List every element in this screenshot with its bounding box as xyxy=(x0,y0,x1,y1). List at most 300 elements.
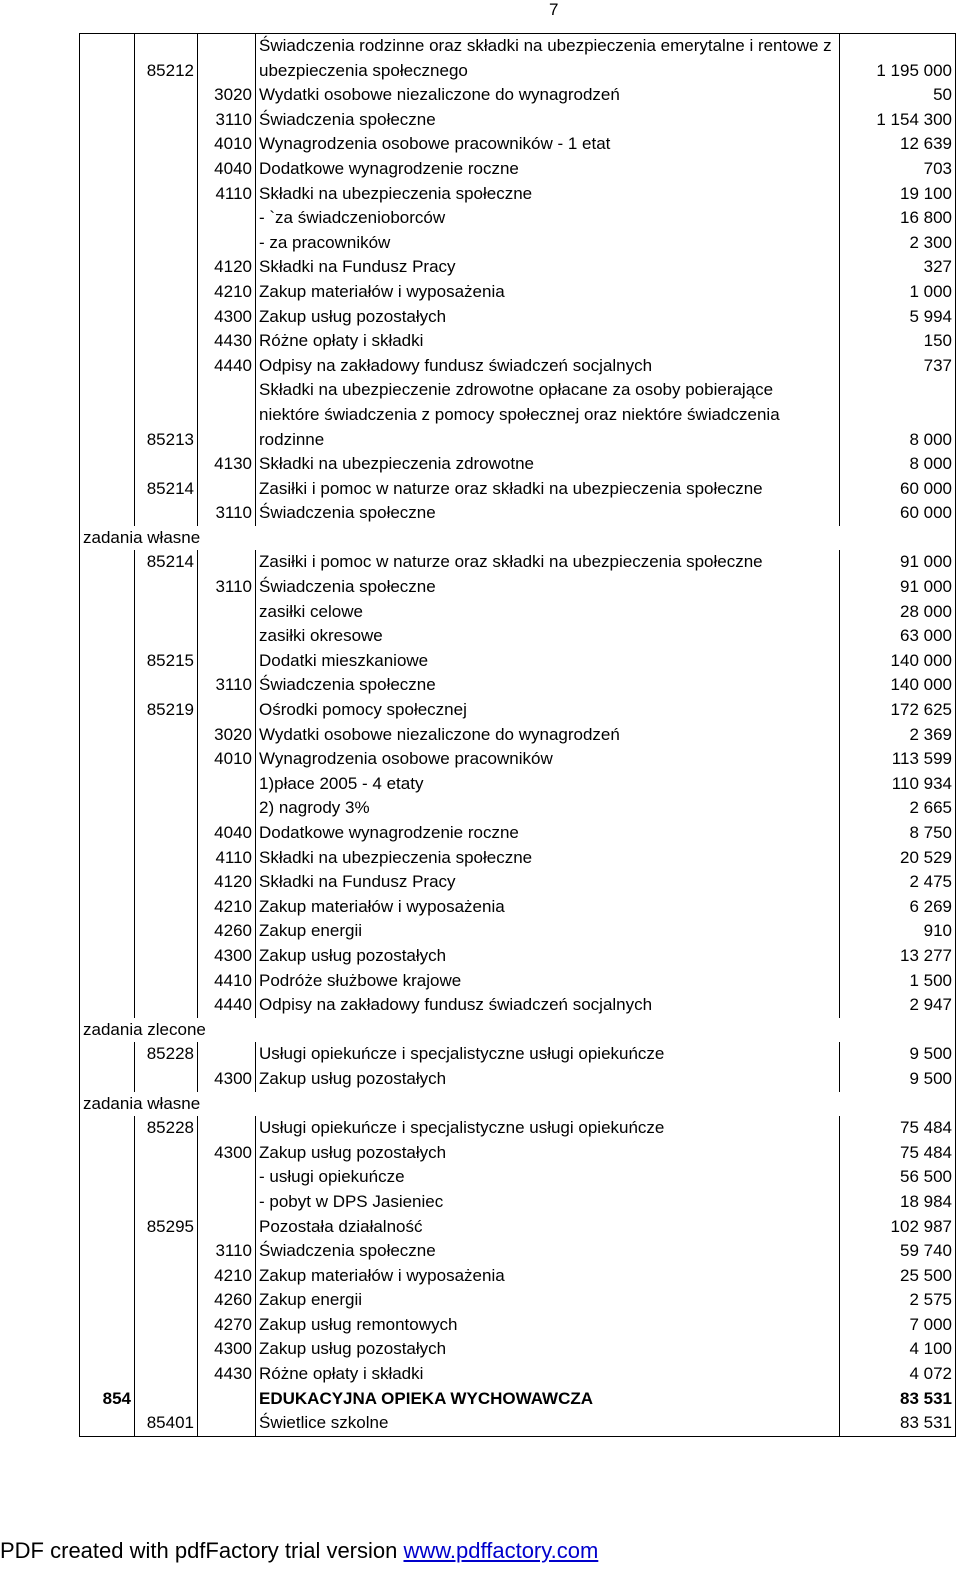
description-cell: Zakup usług pozostałych xyxy=(256,305,840,330)
dzial-cell xyxy=(80,477,135,502)
paragraf-cell: 4430 xyxy=(198,329,256,354)
description-cell: Składki na ubezpieczenie zdrowotne opłacane za osoby pobierające niektóre świadczenia z pomocy społecznej oraz niektóre świadczenia rodzinne xyxy=(256,378,840,452)
dzial-cell xyxy=(80,747,135,772)
dzial-cell xyxy=(80,132,135,157)
paragraf-cell: 4260 xyxy=(198,919,256,944)
dzial-cell xyxy=(80,1067,135,1092)
table-row xyxy=(80,993,956,1018)
dzial-cell xyxy=(80,772,135,797)
rozdzial-cell xyxy=(135,1337,198,1362)
description-cell: Zasiłki i pomoc w naturze oraz składki na ubezpieczenia społeczne xyxy=(256,550,840,575)
description-cell: Zakup energii xyxy=(256,919,840,944)
section-label-row xyxy=(80,1092,956,1117)
description-cell: Usługi opiekuńcze i specjalistyczne usługi opiekuńcze xyxy=(256,1042,840,1067)
amount-cell: 2 575 xyxy=(840,1288,956,1313)
rozdzial-cell: 85214 xyxy=(135,550,198,575)
paragraf-cell: 4210 xyxy=(198,895,256,920)
paragraf-cell: 3020 xyxy=(198,723,256,748)
amount-cell: 83 531 xyxy=(840,1387,956,1412)
rozdzial-cell xyxy=(135,993,198,1018)
description-cell: Odpisy na zakładowy fundusz świadczeń socjalnych xyxy=(256,354,840,379)
amount-cell: 4 100 xyxy=(840,1337,956,1362)
dzial-cell xyxy=(80,821,135,846)
amount-cell: 113 599 xyxy=(840,747,956,772)
description-cell: Podróże służbowe krajowe xyxy=(256,969,840,994)
description-cell: Świadczenia społeczne xyxy=(256,1239,840,1264)
budget-table-body xyxy=(80,34,956,1437)
paragraf-cell: 4440 xyxy=(198,354,256,379)
rozdzial-cell xyxy=(135,969,198,994)
amount-cell: 83 531 xyxy=(840,1411,956,1436)
table-row xyxy=(80,649,956,674)
rozdzial-cell xyxy=(135,305,198,330)
description-cell: Odpisy na zakładowy fundusz świadczeń socjalnych xyxy=(256,993,840,1018)
table-row xyxy=(80,501,956,526)
table-row xyxy=(80,1288,956,1313)
rozdzial-cell xyxy=(135,600,198,625)
dzial-cell xyxy=(80,1215,135,1240)
amount-cell: 150 xyxy=(840,329,956,354)
description-cell: Zakup materiałów i wyposażenia xyxy=(256,280,840,305)
rozdzial-cell xyxy=(135,108,198,133)
section-label: zadania zlecone xyxy=(80,1018,956,1043)
dzial-cell xyxy=(80,1165,135,1190)
table-row xyxy=(80,870,956,895)
rozdzial-cell xyxy=(135,354,198,379)
table-row xyxy=(80,1313,956,1338)
rozdzial-cell xyxy=(135,452,198,477)
rozdzial-cell xyxy=(135,1288,198,1313)
paragraf-cell xyxy=(198,477,256,502)
description-cell: Usługi opiekuńcze i specjalistyczne usługi opiekuńcze xyxy=(256,1116,840,1141)
table-row xyxy=(80,944,956,969)
page-number: 7 xyxy=(549,0,559,19)
dzial-cell xyxy=(80,600,135,625)
section-label: zadania własne xyxy=(80,526,956,551)
table-row xyxy=(80,305,956,330)
rozdzial-cell xyxy=(135,895,198,920)
paragraf-cell: 4040 xyxy=(198,821,256,846)
dzial-cell xyxy=(80,919,135,944)
dzial-cell xyxy=(80,34,135,84)
table-row xyxy=(80,1042,956,1067)
rozdzial-cell xyxy=(135,255,198,280)
rozdzial-cell xyxy=(135,1387,198,1412)
paragraf-cell xyxy=(198,34,256,84)
paragraf-cell xyxy=(198,1190,256,1215)
amount-cell: 2 665 xyxy=(840,796,956,821)
paragraf-cell: 4010 xyxy=(198,747,256,772)
amount-cell: 7 000 xyxy=(840,1313,956,1338)
table-row xyxy=(80,600,956,625)
table-row xyxy=(80,132,956,157)
description-cell: Świadczenia społeczne xyxy=(256,673,840,698)
paragraf-cell: 4260 xyxy=(198,1288,256,1313)
amount-cell: 110 934 xyxy=(840,772,956,797)
rozdzial-cell xyxy=(135,772,198,797)
table-row xyxy=(80,157,956,182)
paragraf-cell xyxy=(198,1215,256,1240)
description-cell: Zakup materiałów i wyposażenia xyxy=(256,1264,840,1289)
section-label-row xyxy=(80,1018,956,1043)
dzial-cell xyxy=(80,329,135,354)
description-cell: - za pracowników xyxy=(256,231,840,256)
table-row xyxy=(80,698,956,723)
table-row xyxy=(80,83,956,108)
table-row xyxy=(80,1141,956,1166)
paragraf-cell: 4300 xyxy=(198,944,256,969)
description-cell: 1)płace 2005 - 4 etaty xyxy=(256,772,840,797)
table-row xyxy=(80,108,956,133)
paragraf-cell: 4300 xyxy=(198,1067,256,1092)
amount-cell: 12 639 xyxy=(840,132,956,157)
dzial-cell xyxy=(80,969,135,994)
paragraf-cell xyxy=(198,1165,256,1190)
paragraf-cell xyxy=(198,772,256,797)
amount-cell: 8 000 xyxy=(840,378,956,452)
dzial-cell xyxy=(80,1190,135,1215)
table-row xyxy=(80,206,956,231)
amount-cell: 20 529 xyxy=(840,846,956,871)
rozdzial-cell: 85295 xyxy=(135,1215,198,1240)
description-cell: Zakup usług pozostałych xyxy=(256,1067,840,1092)
dzial-cell xyxy=(80,1288,135,1313)
paragraf-cell: 4440 xyxy=(198,993,256,1018)
rozdzial-cell: 85215 xyxy=(135,649,198,674)
paragraf-cell xyxy=(198,649,256,674)
paragraf-cell: 4010 xyxy=(198,132,256,157)
amount-cell: 60 000 xyxy=(840,477,956,502)
amount-cell: 75 484 xyxy=(840,1141,956,1166)
dzial-cell xyxy=(80,108,135,133)
rozdzial-cell xyxy=(135,182,198,207)
description-cell: Zakup usług pozostałych xyxy=(256,1337,840,1362)
amount-cell: 56 500 xyxy=(840,1165,956,1190)
rozdzial-cell xyxy=(135,723,198,748)
paragraf-cell: 4210 xyxy=(198,280,256,305)
rozdzial-cell xyxy=(135,673,198,698)
paragraf-cell xyxy=(198,1411,256,1436)
rozdzial-cell xyxy=(135,624,198,649)
amount-cell: 50 xyxy=(840,83,956,108)
dzial-cell xyxy=(80,452,135,477)
dzial-cell xyxy=(80,206,135,231)
dzial-cell xyxy=(80,231,135,256)
table-row xyxy=(80,1067,956,1092)
dzial-cell xyxy=(80,255,135,280)
table-row xyxy=(80,1215,956,1240)
dzial-cell xyxy=(80,550,135,575)
rozdzial-cell: 85228 xyxy=(135,1116,198,1141)
rozdzial-cell xyxy=(135,919,198,944)
description-cell: Świadczenia społeczne xyxy=(256,501,840,526)
paragraf-cell xyxy=(198,796,256,821)
dzial-cell xyxy=(80,698,135,723)
amount-cell: 25 500 xyxy=(840,1264,956,1289)
paragraf-cell: 4270 xyxy=(198,1313,256,1338)
paragraf-cell: 4130 xyxy=(198,452,256,477)
dzial-cell xyxy=(80,378,135,452)
paragraf-cell xyxy=(198,624,256,649)
rozdzial-cell xyxy=(135,280,198,305)
pdf-footer xyxy=(0,1537,598,1565)
dzial-cell xyxy=(80,1411,135,1436)
table-row xyxy=(80,34,956,84)
table-row xyxy=(80,477,956,502)
paragraf-cell: 4110 xyxy=(198,846,256,871)
amount-cell: 19 100 xyxy=(840,182,956,207)
table-row xyxy=(80,1116,956,1141)
description-cell: Składki na ubezpieczenia zdrowotne xyxy=(256,452,840,477)
paragraf-cell xyxy=(198,231,256,256)
table-row xyxy=(80,1411,956,1436)
paragraf-cell xyxy=(198,698,256,723)
description-cell: Świadczenia rodzinne oraz składki na ubezpieczenia emerytalne i rentowe z ubezpieczenia społecznego xyxy=(256,34,840,84)
paragraf-cell: 4210 xyxy=(198,1264,256,1289)
description-cell: Świadczenia społeczne xyxy=(256,575,840,600)
table-row xyxy=(80,550,956,575)
paragraf-cell xyxy=(198,1387,256,1412)
amount-cell: 2 475 xyxy=(840,870,956,895)
amount-cell: 140 000 xyxy=(840,673,956,698)
paragraf-cell: 4120 xyxy=(198,870,256,895)
amount-cell: 1 500 xyxy=(840,969,956,994)
description-cell: Zakup usług pozostałych xyxy=(256,944,840,969)
description-cell: Zakup materiałów i wyposażenia xyxy=(256,895,840,920)
description-cell: 2) nagrody 3% xyxy=(256,796,840,821)
rozdzial-cell xyxy=(135,1190,198,1215)
dzial-cell xyxy=(80,649,135,674)
paragraf-cell xyxy=(198,378,256,452)
table-row xyxy=(80,1165,956,1190)
rozdzial-cell xyxy=(135,206,198,231)
rozdzial-cell xyxy=(135,1239,198,1264)
footer-link[interactable]: www.pdffactory.com xyxy=(403,1538,599,1563)
rozdzial-cell: 85214 xyxy=(135,477,198,502)
paragraf-cell: 4300 xyxy=(198,305,256,330)
table-row xyxy=(80,182,956,207)
paragraf-cell xyxy=(198,1042,256,1067)
table-row xyxy=(80,772,956,797)
description-cell: Ośrodki pomocy społecznej xyxy=(256,698,840,723)
dzial-cell xyxy=(80,846,135,871)
amount-cell: 63 000 xyxy=(840,624,956,649)
dzial-cell xyxy=(80,157,135,182)
paragraf-cell: 3020 xyxy=(198,83,256,108)
section-label-row xyxy=(80,526,956,551)
table-row xyxy=(80,378,956,452)
table-row xyxy=(80,895,956,920)
dzial-cell xyxy=(80,1141,135,1166)
table-row xyxy=(80,723,956,748)
amount-cell: 9 500 xyxy=(840,1067,956,1092)
description-cell: Wydatki osobowe niezaliczone do wynagrodzeń xyxy=(256,83,840,108)
amount-cell: 910 xyxy=(840,919,956,944)
table-row xyxy=(80,1362,956,1387)
amount-cell: 1 154 300 xyxy=(840,108,956,133)
amount-cell: 6 269 xyxy=(840,895,956,920)
amount-cell: 8 750 xyxy=(840,821,956,846)
paragraf-cell xyxy=(198,1116,256,1141)
description-cell: Składki na Fundusz Pracy xyxy=(256,870,840,895)
description-cell: Składki na Fundusz Pracy xyxy=(256,255,840,280)
amount-cell: 8 000 xyxy=(840,452,956,477)
paragraf-cell: 4040 xyxy=(198,157,256,182)
description-cell: zasiłki celowe xyxy=(256,600,840,625)
amount-cell: 1 000 xyxy=(840,280,956,305)
table-row xyxy=(80,255,956,280)
amount-cell: 2 300 xyxy=(840,231,956,256)
dzial-cell xyxy=(80,354,135,379)
rozdzial-cell xyxy=(135,157,198,182)
amount-cell: 75 484 xyxy=(840,1116,956,1141)
amount-cell: 172 625 xyxy=(840,698,956,723)
amount-cell: 16 800 xyxy=(840,206,956,231)
paragraf-cell: 3110 xyxy=(198,673,256,698)
dzial-cell: 854 xyxy=(80,1387,135,1412)
description-cell: EDUKACYJNA OPIEKA WYCHOWAWCZA xyxy=(256,1387,840,1412)
dzial-cell xyxy=(80,280,135,305)
description-cell: zasiłki okresowe xyxy=(256,624,840,649)
table-row xyxy=(80,969,956,994)
table-row xyxy=(80,796,956,821)
amount-cell: 703 xyxy=(840,157,956,182)
budget-table xyxy=(79,33,956,1437)
dzial-cell xyxy=(80,870,135,895)
description-cell: Dodatkowe wynagrodzenie roczne xyxy=(256,821,840,846)
table-row xyxy=(80,452,956,477)
dzial-cell xyxy=(80,1362,135,1387)
amount-cell: 102 987 xyxy=(840,1215,956,1240)
table-row xyxy=(80,1239,956,1264)
footer-text: PDF created with pdfFactory trial version xyxy=(0,1538,404,1563)
table-row xyxy=(80,1387,956,1412)
amount-cell: 737 xyxy=(840,354,956,379)
amount-cell: 2 947 xyxy=(840,993,956,1018)
rozdzial-cell xyxy=(135,1313,198,1338)
amount-cell: 91 000 xyxy=(840,550,956,575)
rozdzial-cell xyxy=(135,821,198,846)
rozdzial-cell xyxy=(135,1141,198,1166)
dzial-cell xyxy=(80,1239,135,1264)
amount-cell: 5 994 xyxy=(840,305,956,330)
amount-cell: 140 000 xyxy=(840,649,956,674)
paragraf-cell: 4110 xyxy=(198,182,256,207)
description-cell: Różne opłaty i składki xyxy=(256,1362,840,1387)
table-row xyxy=(80,1264,956,1289)
rozdzial-cell xyxy=(135,329,198,354)
dzial-cell xyxy=(80,1264,135,1289)
dzial-cell xyxy=(80,993,135,1018)
table-row xyxy=(80,231,956,256)
description-cell: Składki na ubezpieczenia społeczne xyxy=(256,846,840,871)
dzial-cell xyxy=(80,673,135,698)
dzial-cell xyxy=(80,575,135,600)
paragraf-cell: 3110 xyxy=(198,108,256,133)
rozdzial-cell xyxy=(135,747,198,772)
dzial-cell xyxy=(80,895,135,920)
rozdzial-cell xyxy=(135,575,198,600)
dzial-cell xyxy=(80,796,135,821)
rozdzial-cell xyxy=(135,132,198,157)
table-row xyxy=(80,624,956,649)
table-row xyxy=(80,821,956,846)
table-row xyxy=(80,846,956,871)
paragraf-cell: 3110 xyxy=(198,1239,256,1264)
dzial-cell xyxy=(80,83,135,108)
rozdzial-cell xyxy=(135,1165,198,1190)
description-cell: Zakup usług pozostałych xyxy=(256,1141,840,1166)
paragraf-cell: 3110 xyxy=(198,575,256,600)
amount-cell: 1 195 000 xyxy=(840,34,956,84)
description-cell: Zasiłki i pomoc w naturze oraz składki na ubezpieczenia społeczne xyxy=(256,477,840,502)
rozdzial-cell: 85401 xyxy=(135,1411,198,1436)
amount-cell: 18 984 xyxy=(840,1190,956,1215)
dzial-cell xyxy=(80,723,135,748)
paragraf-cell: 4300 xyxy=(198,1337,256,1362)
rozdzial-cell xyxy=(135,796,198,821)
table-row xyxy=(80,329,956,354)
description-cell: Zakup usług remontowych xyxy=(256,1313,840,1338)
rozdzial-cell: 85213 xyxy=(135,378,198,452)
table-row xyxy=(80,575,956,600)
rozdzial-cell xyxy=(135,1067,198,1092)
description-cell: Świadczenia społeczne xyxy=(256,108,840,133)
dzial-cell xyxy=(80,624,135,649)
paragraf-cell: 4430 xyxy=(198,1362,256,1387)
dzial-cell xyxy=(80,305,135,330)
amount-cell: 59 740 xyxy=(840,1239,956,1264)
description-cell: Świetlice szkolne xyxy=(256,1411,840,1436)
rozdzial-cell xyxy=(135,1362,198,1387)
description-cell: Składki na ubezpieczenia społeczne xyxy=(256,182,840,207)
rozdzial-cell: 85219 xyxy=(135,698,198,723)
amount-cell: 28 000 xyxy=(840,600,956,625)
paragraf-cell: 4120 xyxy=(198,255,256,280)
amount-cell: 91 000 xyxy=(840,575,956,600)
description-cell: Dodatki mieszkaniowe xyxy=(256,649,840,674)
rozdzial-cell xyxy=(135,1264,198,1289)
paragraf-cell: 3110 xyxy=(198,501,256,526)
rozdzial-cell xyxy=(135,83,198,108)
table-row xyxy=(80,673,956,698)
dzial-cell xyxy=(80,182,135,207)
table-row xyxy=(80,354,956,379)
amount-cell: 2 369 xyxy=(840,723,956,748)
paragraf-cell xyxy=(198,206,256,231)
amount-cell: 327 xyxy=(840,255,956,280)
rozdzial-cell xyxy=(135,870,198,895)
rozdzial-cell xyxy=(135,846,198,871)
dzial-cell xyxy=(80,1337,135,1362)
table-row xyxy=(80,919,956,944)
dzial-cell xyxy=(80,501,135,526)
paragraf-cell: 4410 xyxy=(198,969,256,994)
description-cell: - pobyt w DPS Jasieniec xyxy=(256,1190,840,1215)
rozdzial-cell: 85212 xyxy=(135,34,198,84)
amount-cell: 4 072 xyxy=(840,1362,956,1387)
description-cell: Wynagrodzenia osobowe pracowników - 1 etat xyxy=(256,132,840,157)
amount-cell: 9 500 xyxy=(840,1042,956,1067)
description-cell: Wynagrodzenia osobowe pracowników xyxy=(256,747,840,772)
table-row xyxy=(80,747,956,772)
paragraf-cell xyxy=(198,600,256,625)
paragraf-cell xyxy=(198,550,256,575)
rozdzial-cell xyxy=(135,501,198,526)
description-cell: Dodatkowe wynagrodzenie roczne xyxy=(256,157,840,182)
paragraf-cell: 4300 xyxy=(198,1141,256,1166)
rozdzial-cell: 85228 xyxy=(135,1042,198,1067)
